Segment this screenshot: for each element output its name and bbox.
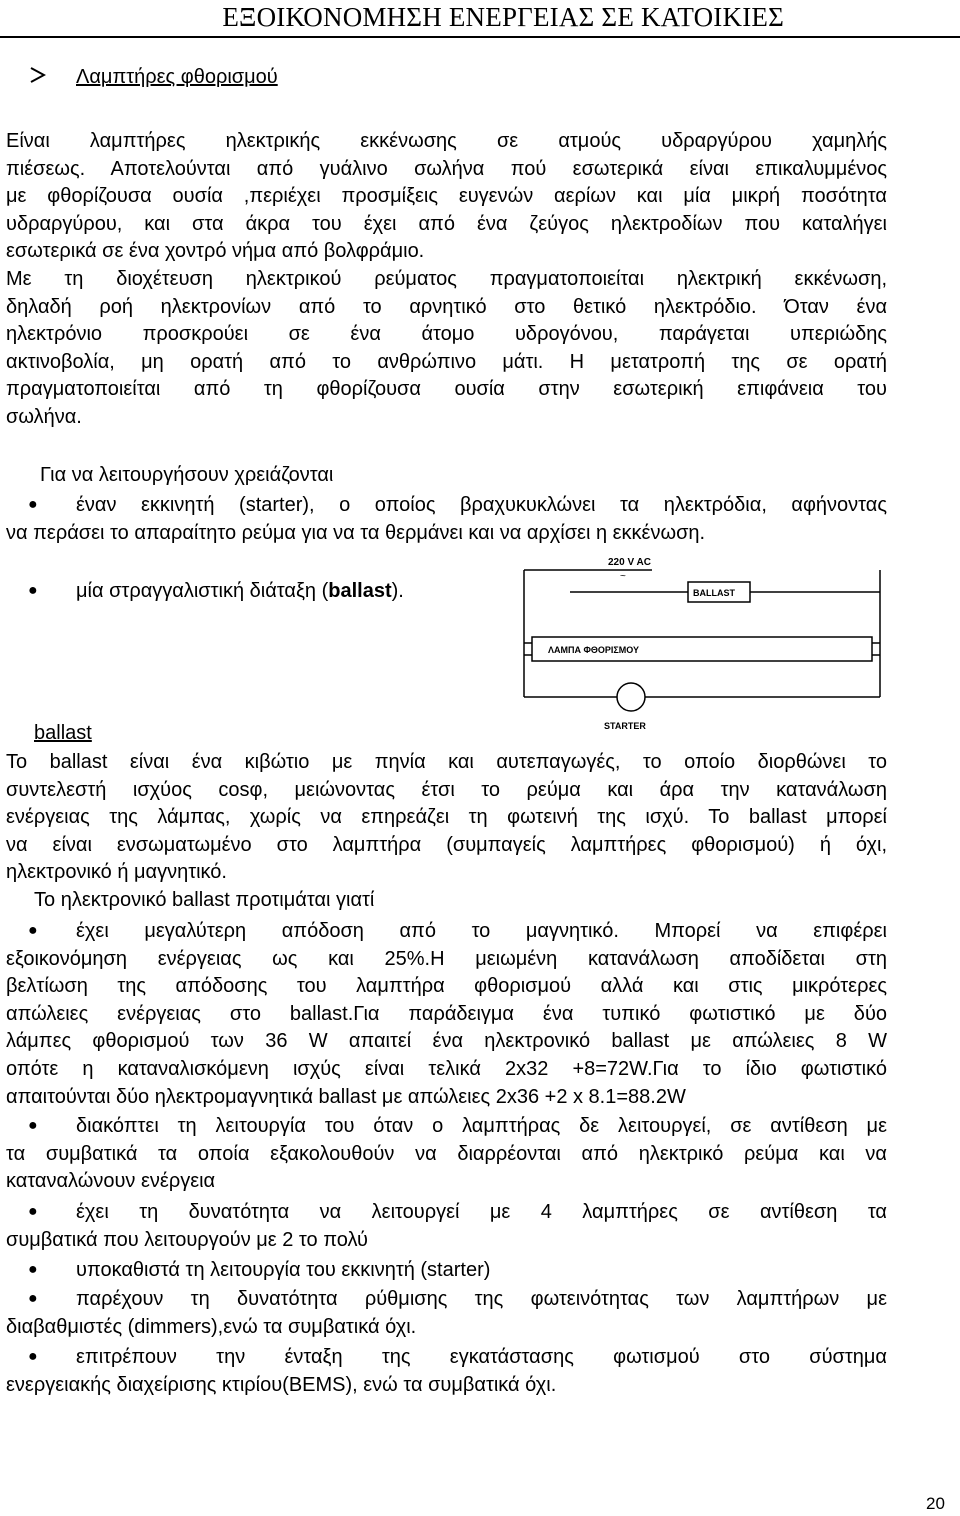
bullet-line: παρέχουν τη δυνατότητα ρύθμισης της φωτεινότητας των λαμπτήρων με (76, 1288, 887, 1310)
header-rule (0, 36, 960, 38)
bullet-line: οπότε η καταναλισκόμενη ισχύς είναι τελικά 2x32 +8=72W.Για το ίδιο φωτιστικό (6, 1057, 887, 1080)
ballast-bullet (6, 1344, 887, 1399)
bullet-icon: ● (28, 1117, 38, 1134)
arrow-bullet-icon (30, 66, 46, 89)
section-title: Λαμπτήρες φθορισμού (76, 66, 278, 88)
intro-line: δηλαδή ροή ηλεκτρονίων από το αρνητικό στο θετικό ηλεκτρόδιο. Όταν ένα (6, 295, 887, 318)
requirement-text: ). (391, 580, 404, 602)
intro-line: πιέσεως. Αποτελούνται από γυάλινο σωλήνα πού εσωτερικά είναι επικαλυμμένος (6, 157, 887, 180)
circuit-diagram (520, 552, 890, 732)
bullet-line: ενεργειακής διαχείρισης κτιρίου(BEMS), ενώ τα συμβατικά όχι. (6, 1373, 557, 1396)
bullet-icon: ● (28, 922, 38, 939)
ballast-bullet (6, 1286, 887, 1341)
bullet-icon: ● (28, 1261, 38, 1278)
intro-line: ακτινοβολία, μη ορατή από το ανθρώπινο μάτι. Η μετατροπή της σε ορατή (6, 350, 887, 373)
bullet-line: τα συμβατικά τα οποία εξακολουθούν να διαρρέονται από ηλεκτρικό ρεύμα και να (6, 1142, 887, 1165)
intro-line: Είναι λαμπτήρες ηλεκτρικής εκκένωσης σε ατμούς υδραργύρου χαμηλής (6, 130, 887, 152)
requirement-text: μία στραγγαλιστική διάταξη ( (76, 580, 329, 602)
intro-paragraph (6, 128, 887, 432)
ballast-bullet (6, 1199, 887, 1254)
bullet-line: υποκαθιστά τη λειτουργία του εκκινητή (starter) (76, 1259, 491, 1281)
starter-label: STARTER (604, 721, 646, 731)
bullet-line: απαιτούνται δύο ηλεκτρομαγνητικά ballast με απώλειες 2x36 +2 x 8.1=88.2W (6, 1085, 686, 1108)
bullet-line: καταναλώνουν ενέργεια (6, 1170, 216, 1193)
bullet-line: εξοικονόμηση ενέργειας ως και 25%.Η μειωμένη κατανάλωση αποδίδεται στη (6, 947, 887, 970)
ballast-line: συντελεστή ισχύος cosφ, μειώνοντας έτσι το ρεύμα και άρα την κατανάλωση (6, 778, 887, 801)
bullet-line: διαβαθμιστές (dimmers),ενώ τα συμβατικά όχι. (6, 1315, 417, 1338)
ballast-line: ενέργειας της λάμπας, χωρίς να επηρεάζει τη φωτεινή της ισχύ. Το ballast μπορεί (6, 806, 887, 829)
lamp-label: ΛΑΜΠΑ ΦΘΟΡΙΣΜΟΥ (548, 645, 640, 655)
ballast-heading: ballast (34, 722, 92, 744)
bullet-icon: ● (28, 1290, 38, 1307)
ballast-paragraph (6, 749, 887, 915)
tilde-label: ~ (620, 571, 626, 582)
intro-line: εσωτερικά σε ένα χοντρό νήμα από βολφράμιο. (6, 240, 425, 263)
intro-line: με φθορίζουσα ουσία ,περιέχει προσμίξεις ευγενών αερίων και μία μικρή ποσότητα (6, 185, 887, 208)
ballast-line: ηλεκτρονικό ή μαγνητικό. (6, 861, 227, 884)
voltage-label: 220 V AC (608, 557, 651, 568)
bullet-icon: ● (28, 1348, 38, 1365)
requirement-line: έναν εκκινητή (starter), ο οποίος βραχυκυκλώνει τα ηλεκτρόδια, αφήνοντας (76, 494, 887, 516)
preferred-intro: Το ηλεκτρονικό ballast προτιμάται γιατί (34, 888, 375, 911)
ballast-label: BALLAST (693, 588, 735, 598)
bullet-line: βελτίωση της απόδοσης του λαμπτήρα φθορισμού αλλά και στις μικρότερες (6, 975, 887, 998)
requirements-intro: Για να λειτουργήσουν χρειάζονται (40, 464, 334, 486)
ballast-line: να είναι ενσωματωμένο στο λαμπτήρα (συμπαγείς λαμπτήρες φθορισμού) ή όχι, (6, 833, 887, 856)
intro-line: Με τη διοχέτευση ηλεκτρικού ρεύματος πραγματοποιείται ηλεκτρική εκκένωση, (6, 267, 887, 290)
intro-line: υδραργύρου, και στα άκρα του έχει από ένα ζεύγος ηλεκτροδίων που καταλήγει (6, 212, 887, 235)
bullet-line: διακόπτει τη λειτουργία του όταν ο λαμπτήρας δε λειτουργεί, σε αντίθεση με (76, 1115, 887, 1137)
requirement-item (6, 578, 466, 606)
bullet-icon: ● (28, 496, 38, 513)
bullet-line: συμβατικά που λειτουργούν με 2 το πολύ (6, 1228, 368, 1251)
ballast-bullet (6, 1113, 887, 1196)
ballast-line: Το ballast είναι ένα κιβώτιο με πηνία και αυτεπαγωγές, το οποίο διορθώνει το (6, 751, 887, 773)
bullet-line: έχει μεγαλύτερη απόδοση από το μαγνητικό. Μπορεί να επιφέρει (76, 920, 887, 942)
requirement-item (6, 492, 887, 547)
header-title: ΕΞΟΙΚΟΝΟΜΗΣΗ ΕΝΕΡΓΕΙΑΣ ΣΕ ΚΑΤΟΙΚΙΕΣ (222, 2, 784, 32)
bullet-line: έχει τη δυνατότητα να λειτουργεί με 4 λαμπτήρες σε αντίθεση τα (76, 1201, 887, 1223)
bullet-icon: ● (28, 582, 38, 599)
requirement-bold: ballast (328, 580, 392, 602)
ballast-bullet (6, 918, 887, 1111)
bullet-icon: ● (28, 1203, 38, 1220)
page-header (0, 0, 960, 38)
intro-line: σωλήνα. (6, 405, 82, 428)
ballast-bullet (6, 1257, 887, 1285)
bullet-line: απώλειες ενέργειας στο ballast.Για παράδειγμα ένα τυπικό φωτιστικό με δύο (6, 1002, 887, 1025)
page-number: 20 (926, 1494, 945, 1513)
intro-line: πραγματοποιείται από τη φθορίζουσα ουσία στην εσωτερική επιφάνεια του (6, 378, 887, 401)
requirement-line: να περάσει το απαραίτητο ρεύμα για να τα θερμάνει και να αρχίσει η εκκένωση. (6, 521, 706, 544)
bullet-line: λάμπες φθορισμού των 36 W απαιτεί ένα ηλεκτρονικό ballast με απώλειες 8 W (6, 1030, 887, 1053)
intro-line: ηλεκτρόνιο προσκρούει σε ένα άτομο υδρογόνου, παράγεται υπεριώδης (6, 323, 887, 346)
bullet-line: επιτρέπουν την ένταξη της εγκατάστασης φωτισμού στο σύστημα (76, 1346, 887, 1368)
